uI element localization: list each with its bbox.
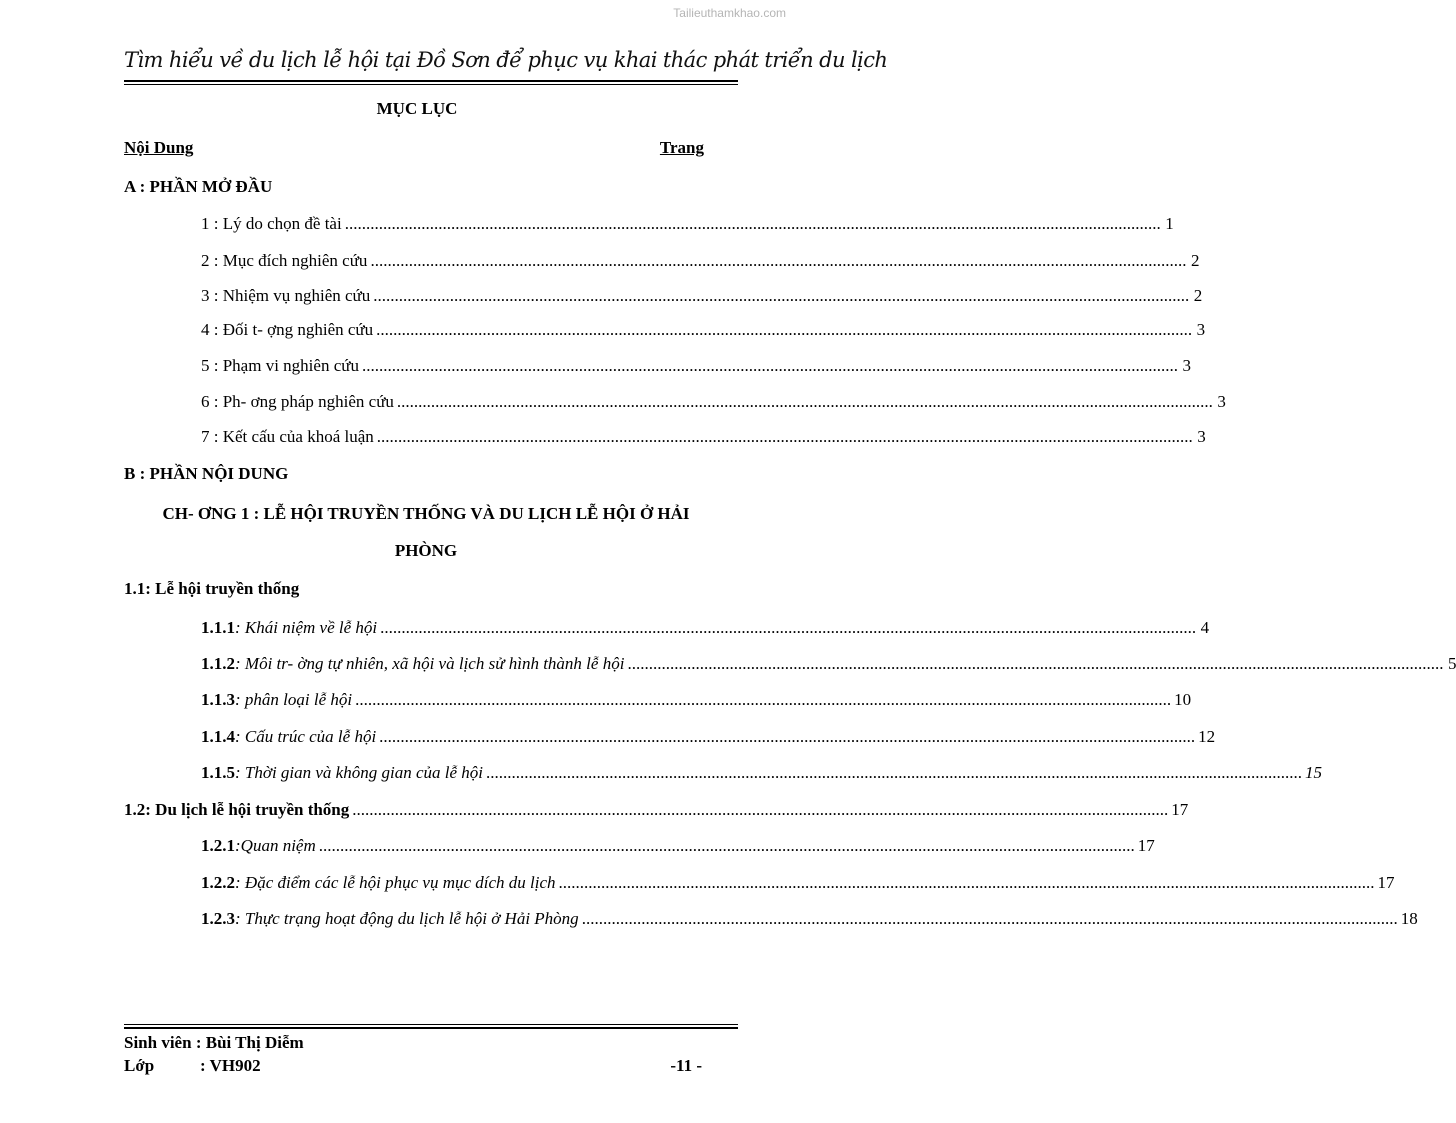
toc-entry-page: 3 — [1197, 427, 1206, 446]
toc-entry-label: : Đặc điểm các lễ hội phục vụ mục dích du lịch — [235, 873, 556, 892]
toc-entry-page: 4 — [1200, 618, 1210, 637]
toc-title: MỤC LỤC — [376, 99, 458, 118]
toc-entry-page: 1 — [1165, 214, 1174, 233]
toc-entry[interactable] — [201, 320, 1206, 340]
toc-entry-section-1-2[interactable] — [124, 800, 1189, 820]
running-header: Tìm hiểu về du lịch lễ hội tại Đồ Sơn để phục vụ khai thác phát triển du lịch — [124, 48, 888, 72]
toc-entry-page: 3 — [1182, 356, 1191, 375]
toc-entry[interactable] — [201, 873, 1395, 893]
column-heading-content: Nội Dung — [124, 138, 194, 157]
toc-entry-page: 2 — [1193, 286, 1203, 305]
dot-leader — [559, 873, 1375, 893]
toc-entry-label: 7 : Kết cấu của khoá luận — [201, 427, 374, 446]
toc-entry[interactable] — [201, 763, 1322, 783]
toc-entry-page: 3 — [1196, 320, 1206, 339]
dot-leader — [379, 727, 1195, 747]
dot-leader — [355, 690, 1171, 710]
toc-entry-label: : phân loại lễ hội — [235, 690, 353, 709]
footer-class — [124, 1056, 704, 1076]
toc-entry[interactable] — [201, 427, 1206, 447]
dot-leader — [362, 356, 1178, 376]
toc-entry[interactable] — [201, 836, 1155, 856]
toc-entry-label: 5 : Phạm vi nghiên cứu — [201, 356, 359, 375]
toc-entry-number: 1.1.5 — [201, 763, 235, 782]
toc-entry-label: 3 : Nhiệm vụ nghiên cứu — [201, 286, 371, 305]
toc-entry-page: 5 — [1447, 654, 1456, 673]
dot-leader — [345, 214, 1161, 234]
student-name: : Bùi Thị Diễm — [195, 1033, 304, 1052]
toc-entry-number: 1.2.2 — [201, 873, 235, 892]
dot-leader — [370, 251, 1186, 271]
toc-entry[interactable] — [201, 654, 1456, 674]
toc-entry-label: : Khái niệm về lễ hội — [235, 618, 378, 637]
toc-entry[interactable] — [201, 392, 1226, 412]
toc-entry-label: :Quan niệm — [235, 836, 316, 855]
toc-entry-number: 1.1.4 — [201, 727, 235, 746]
toc-entry-page: 2 — [1190, 251, 1200, 270]
toc-entry[interactable] — [201, 286, 1203, 306]
dot-leader — [377, 427, 1193, 447]
toc-entry-label: : Thực trạng hoạt động du lịch lễ hội ở Hải Phòng — [235, 909, 579, 928]
toc-entry-page: 3 — [1217, 392, 1226, 411]
toc-entry-page: 17 — [1171, 800, 1189, 819]
part-b-heading: B : PHẦN NỘI DUNG — [124, 464, 289, 483]
dot-leader — [380, 618, 1196, 638]
toc-entry-number: 1.2.1 — [201, 836, 235, 855]
column-heading-page: Trang — [659, 138, 704, 157]
toc-entry-label: 6 : Ph- ơng pháp nghiên cứu — [201, 392, 394, 411]
chapter-1-title-line2: PHÒNG — [394, 541, 458, 560]
dot-leader — [373, 286, 1189, 306]
dot-leader — [486, 763, 1302, 783]
toc-entry[interactable] — [201, 251, 1200, 271]
toc-entry[interactable] — [201, 618, 1210, 638]
toc-entry-label: 4 : Đối t- ợng nghiên cứu — [201, 320, 374, 339]
header-rule-thin — [124, 84, 738, 85]
toc-entry[interactable] — [201, 727, 1216, 747]
footer-student — [124, 1033, 704, 1053]
toc-entry-page: 10 — [1174, 690, 1192, 709]
toc-entry-number: 1.2.3 — [201, 909, 235, 928]
toc-entry-page: 12 — [1198, 727, 1216, 746]
page-number: -11 - — [670, 1056, 702, 1075]
student-label: Sinh viên — [124, 1033, 192, 1052]
footer-rule-thin — [124, 1024, 738, 1025]
toc-entry[interactable] — [201, 214, 1174, 234]
toc-entry-label: : Môi tr- ờng tự nhiên, xã hội và lịch sử hình thành lễ hội — [235, 654, 625, 673]
toc-entry[interactable] — [201, 690, 1192, 710]
class-value: : VH902 — [200, 1056, 261, 1075]
watermark: Tailieuthamkhao.com — [673, 6, 786, 20]
toc-entry-number: 1.1.2 — [201, 654, 235, 673]
footer-rule-thick — [124, 1027, 738, 1029]
toc-entry-page: 17 — [1137, 836, 1155, 855]
dot-leader — [352, 800, 1168, 820]
dot-leader — [376, 320, 1192, 340]
toc-entry-label: : Cấu trúc của lễ hội — [235, 727, 377, 746]
toc-entry[interactable] — [201, 909, 1418, 929]
toc-entry-label: 1.2: Du lịch lễ hội truyền thống — [124, 800, 350, 819]
toc-entry-page: 18 — [1400, 909, 1418, 928]
toc-entry-label: : Thời gian và không gian của lễ hội — [235, 763, 483, 782]
dot-leader — [319, 836, 1135, 856]
class-label: Lớp — [124, 1056, 155, 1075]
dot-leader — [582, 909, 1398, 929]
part-a-heading: A : PHẦN MỞ ĐẦU — [124, 177, 273, 196]
toc-entry-label: 2 : Mục đích nghiên cứu — [201, 251, 368, 270]
header-rule-thick — [124, 80, 738, 82]
section-1-1-heading: 1.1: Lễ hội truyền thống — [124, 579, 300, 598]
toc-entry-page: 15 — [1305, 763, 1322, 782]
dot-leader — [627, 654, 1443, 674]
toc-entry-page: 17 — [1377, 873, 1395, 892]
toc-entry-label: 1 : Lý do chọn đề tài — [201, 214, 342, 233]
chapter-1-title-line1: CH- ƠNG 1 : LỄ HỘI TRUYỀN THỐNG VÀ DU LỊCH LỄ HỘI Ở HẢI — [162, 504, 690, 523]
dot-leader — [397, 392, 1213, 412]
toc-entry-number: 1.1.1 — [201, 618, 235, 637]
toc-entry-number: 1.1.3 — [201, 690, 235, 709]
toc-entry[interactable] — [201, 356, 1191, 376]
